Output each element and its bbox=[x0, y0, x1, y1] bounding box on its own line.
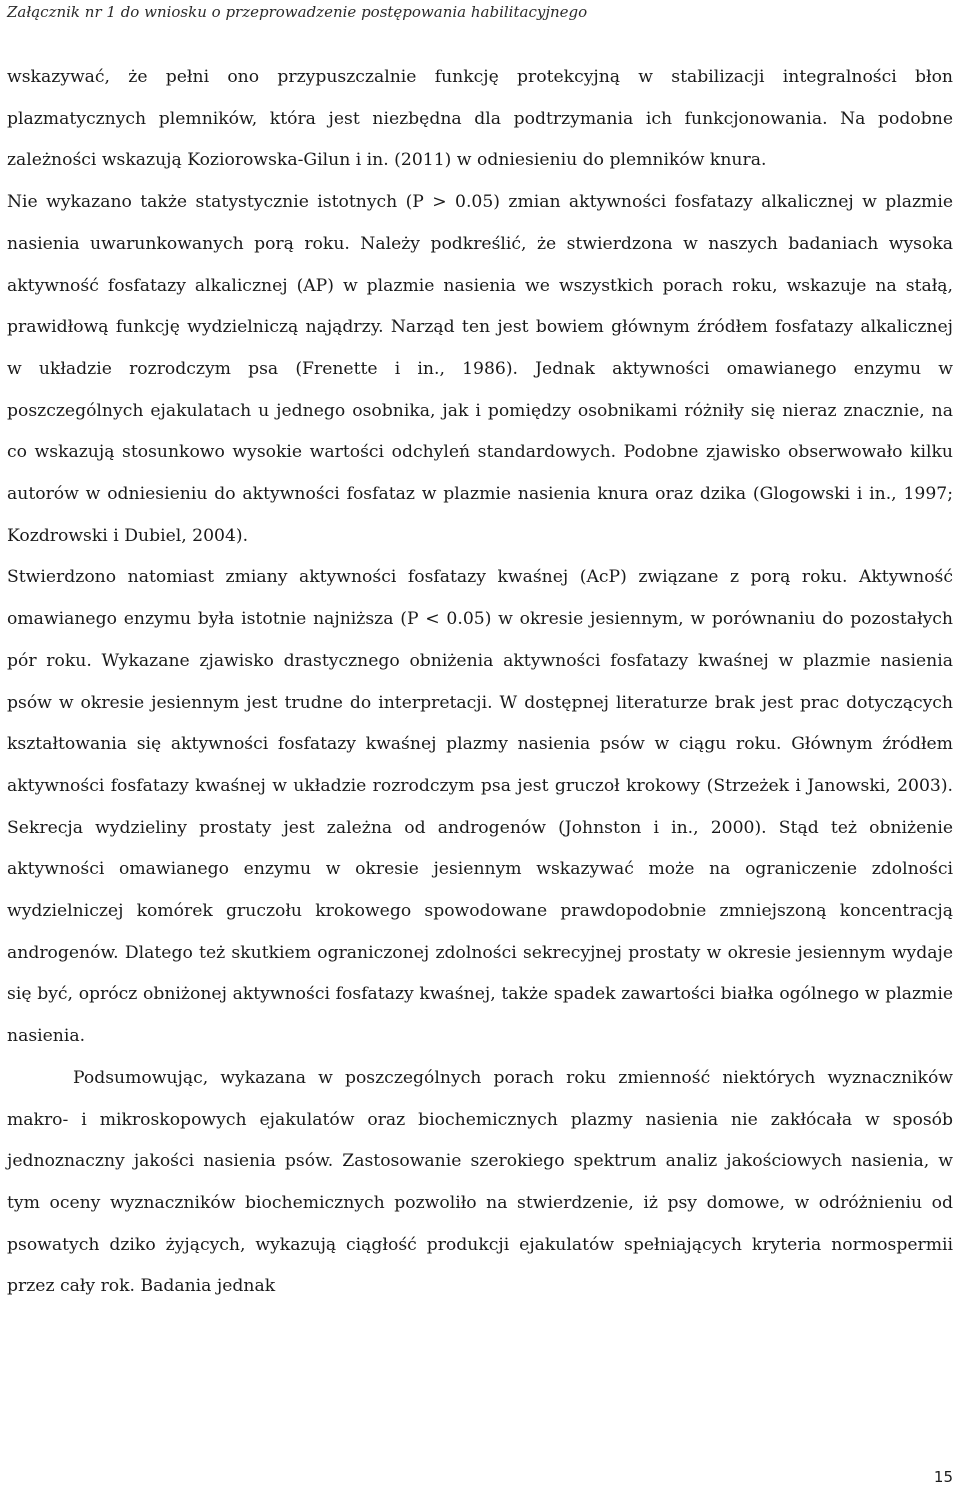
page-number: 15 bbox=[933, 1468, 953, 1486]
paragraph-3: Stwierdzono natomiast zmiany aktywności fosfatazy kwaśnej (AcP) związane z porą roku. Aktywność omawianego enzymu była istotnie najniższa (P < 0.05) w okresie jesiennym, w porównaniu do pozostałych pór roku. Wykazane zjawisko drastycznego obniżenia aktywności fosfatazy kwaśnej w plazmie nasienia psów w okresie jesiennym jest trudne do interpretacji. W dostępnej literaturze brak jest prac dotyczących kształtowania się aktywności fosfatazy kwaśnej plazmy nasienia psów w ciągu roku. Głównym źródłem aktywności fosfatazy kwaśnej w układzie rozrodczym psa jest gruczoł krokowy (Strzeżek i Janowski, 2003). Sekrecja wydzieliny prostaty jest zależna od androgenów (Johnston i in., 2000). Stąd też obniżenie aktywności omawianego enzymu w okresie jesiennym wskazywać może na ograniczenie zdolności wydzielniczej komórek gruczołu krokowego spowodowane prawdopodobnie zmniejszoną koncentracją androgenów. Dlatego też skutkiem ograniczonej zdolności sekrecyjnej prostaty w okresie jesiennym wydaje się być, oprócz obniżonej aktywności fosfatazy kwaśnej, także spadek zawartości białka ogólnego w plazmie nasienia. bbox=[7, 567, 953, 1047]
body-text bbox=[7, 57, 953, 1308]
paragraph-2: Nie wykazano także statystycznie istotnych (P > 0.05) zmian aktywności fosfatazy alkalicznej w plazmie nasienia uwarunkowanych porą roku. Należy podkreślić, że stwierdzona w naszych badaniach wysoka aktywność fosfatazy alkalicznej (AP) w plazmie nasienia we wszystkich porach roku, wskazuje na stałą, prawidłową funkcję wydzielniczą najądrzy. Narząd ten jest bowiem głównym źródłem fosfatazy alkalicznej w układzie rozrodczym psa (Frenette i in., 1986). Jednak aktywności omawianego enzymu w poszczególnych ejakulatach u jednego osobnika, jak i pomiędzy osobnikami różniły się nieraz znacznie, na co wskazują stosunkowo wysokie wartości odchyleń standardowych. Podobne zjawisko obserwowało kilku autorów w odniesieniu do aktywności fosfataz w plazmie nasienia knura oraz dzika (Glogowski i in., 1997; Kozdrowski i Dubiel, 2004). bbox=[7, 192, 953, 546]
running-header: Załącznik nr 1 do wniosku o przeprowadzenie postępowania habilitacyjnego bbox=[7, 3, 588, 21]
paragraph-1: wskazywać, że pełni ono przypuszczalnie funkcję protekcyjną w stabilizacji integralności błon plazmatycznych plemników, która jest niezbędna dla podtrzymania ich funkcjonowania. Na podobne zależności wskazują Koziorowska-Gilun i in. (2011) w odniesieniu do plemników knura. bbox=[7, 67, 953, 171]
paragraph-4: Podsumowując, wykazana w poszczególnych porach roku zmienność niektórych wyznaczników makro- i mikroskopowych ejakulatów oraz biochemicznych plazmy nasienia nie zakłócała w sposób jednoznaczny jakości nasienia psów. Zastosowanie szerokiego spektrum analiz jakościowych nasienia, w tym oceny wyznaczników biochemicznych pozwoliło na stwierdzenie, iż psy domowe, w odróżnieniu od psowatych dziko żyjących, wykazują ciągłość produkcji ejakulatów spełniających kryteria normospermii przez cały rok. Badania jednak bbox=[7, 1067, 953, 1297]
